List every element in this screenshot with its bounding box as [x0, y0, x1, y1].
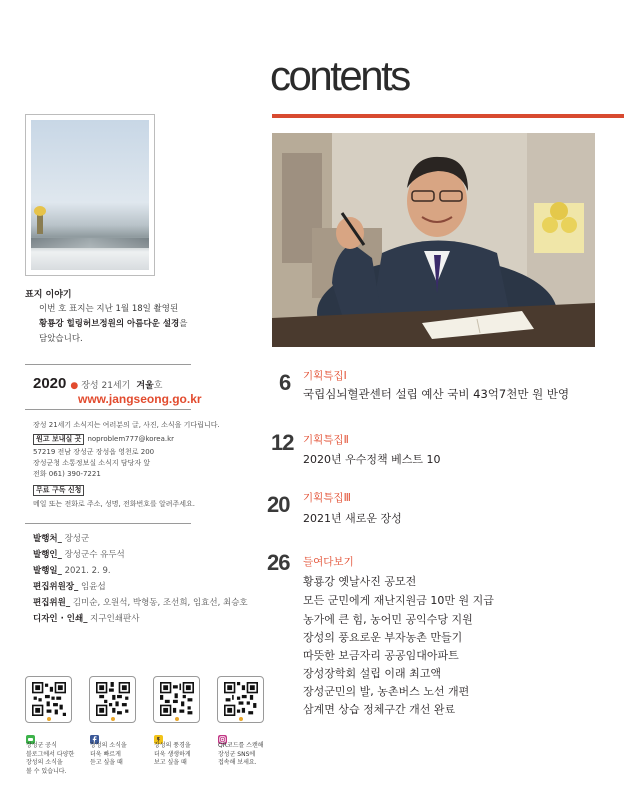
design-row — [33, 613, 139, 625]
cover-story-text — [39, 302, 189, 347]
article-link[interactable]: 삼계면 상습 정체구간 개선 완료 — [303, 703, 456, 716]
cover-desc-tail: 을 — [179, 319, 188, 329]
magazine-year: 2020 — [33, 375, 67, 392]
cover-desc-highlight: 황룡강 힐링허브정원의 아름다운 설경 — [39, 319, 180, 329]
cover-desc-line3: 담았습니다. — [39, 334, 83, 344]
section-category: 들여다보기 — [303, 556, 354, 568]
submission-phone: 전화 061) 390-7221 — [33, 470, 101, 478]
divider — [25, 523, 191, 524]
design-value: 지구인쇄판사 — [90, 614, 140, 624]
sns-caption-instagram — [218, 742, 264, 768]
submission-office: 장성군청 소통정보실 소식지 담당자 앞 — [33, 459, 151, 467]
article-link[interactable]: 모든 군민에게 재난지원금 10만 원 지급 — [303, 594, 494, 607]
sns-caption-facebook — [90, 742, 127, 768]
kakaostory-icon — [154, 729, 163, 738]
magazine-season: 겨울 — [136, 381, 154, 391]
issuer-label: 발행인_ — [33, 550, 62, 560]
submission-intro: 장성 21세기 소식지는 여러분의 글, 사진, 소식을 기다립니다. — [33, 421, 220, 429]
submission-label: 원고 보내실 곳 — [33, 434, 84, 445]
qr-center-dot — [239, 717, 243, 721]
caption-line: 블로그에서 다양한 — [26, 750, 75, 758]
qr-center-dot — [47, 717, 51, 721]
qr-code-pattern — [96, 682, 130, 716]
article-link[interactable]: 따뜻한 보금자리 공공임대아파트 — [303, 649, 459, 662]
cover-desc-line1: 이번 호 표지는 지난 1월 18일 촬영된 — [39, 304, 179, 314]
magazine-name: 장성 21세기 — [81, 381, 131, 391]
divider — [25, 409, 191, 410]
facebook-icon — [90, 729, 99, 738]
caption-line: 듣고 싶을 때 — [90, 759, 123, 766]
sns-caption-blog — [26, 742, 74, 776]
subscription-label-line — [33, 485, 87, 496]
cover-tree-shape — [37, 212, 43, 234]
caption-line: 장성의 소식을 — [26, 759, 63, 766]
official-at-desk-illustration — [272, 133, 595, 347]
feature-photo — [272, 133, 595, 347]
page-number: 12 — [271, 430, 294, 455]
blog-icon — [26, 729, 35, 738]
article-link[interactable]: 장성의 풍요로운 부자농촌 만들기 — [303, 631, 463, 644]
submission-address: 57219 전남 장성군 장성읍 영천로 200 — [33, 448, 155, 456]
caption-line: 장성의 소식을 — [90, 742, 127, 749]
page-title: contents — [270, 52, 409, 99]
bullet-dot: ● — [70, 381, 79, 391]
section-category: 기획특집Ⅰ — [303, 370, 347, 382]
qr-code-pattern — [32, 682, 66, 716]
section-category: 기획특집Ⅲ — [303, 492, 351, 504]
cover-desc-line2 — [39, 317, 189, 332]
magazine-issue — [33, 375, 162, 392]
editors-label: 편집위원_ — [33, 598, 71, 608]
page-number: 20 — [267, 492, 290, 517]
editors-row — [33, 597, 248, 609]
title-underline — [272, 114, 624, 118]
divider — [25, 364, 191, 365]
article-link[interactable]: 장성장학회 설립 이래 최고액 — [303, 667, 442, 680]
sns-caption-kakaostory — [154, 742, 191, 768]
issuer-value: 장성군수 유두석 — [64, 550, 125, 560]
date-label: 발행일_ — [33, 566, 62, 576]
subscription-label: 무료 구독 신청 — [33, 485, 84, 496]
website-link[interactable]: www.jangseong.go.kr — [78, 392, 202, 406]
qr-center-dot — [175, 717, 179, 721]
article-link[interactable]: 황룡강 옛날사진 공모전 — [303, 575, 417, 588]
qr-code-pattern — [160, 682, 194, 716]
cover-story-heading: 표지 이야기 — [25, 290, 72, 300]
caption-line: 장성군 SNS에 — [218, 750, 256, 758]
article-link[interactable]: 장성군민의 발, 농촌버스 노선 개편 — [303, 685, 470, 698]
caption-line: QR코드를 스캔해 — [218, 742, 264, 749]
section-category: 기획특집Ⅱ — [303, 434, 349, 446]
caption-line: 보고 싶을 때 — [154, 759, 187, 766]
caption-line: 장성의 풍경을 — [154, 742, 191, 749]
qr-code-pattern — [224, 682, 258, 716]
publisher-row — [33, 533, 89, 545]
design-label: 디자인 · 인쇄_ — [33, 614, 88, 624]
cover-horizon — [31, 238, 149, 248]
editor-chief-label: 편집위원장_ — [33, 582, 79, 592]
caption-line: 장성군 공식 — [26, 742, 57, 749]
publisher-value: 장성군 — [64, 534, 90, 544]
editor-chief-row — [33, 581, 106, 593]
publisher-label: 발행처_ — [33, 534, 62, 544]
page-number: 6 — [279, 370, 291, 395]
caption-line: 더욱 빠르게 — [90, 750, 121, 758]
magazine-issue-suffix: 호 — [153, 381, 163, 391]
cover-thumbnail — [25, 114, 155, 276]
qr-code-kakaostory[interactable] — [153, 676, 200, 723]
qr-code-instagram[interactable] — [217, 676, 264, 723]
instagram-icon — [218, 729, 227, 738]
qr-code-blog[interactable] — [25, 676, 72, 723]
qr-code-facebook[interactable] — [89, 676, 136, 723]
caption-line: 볼 수 있습니다. — [26, 767, 67, 775]
submission-email[interactable]: noproblem777@korea.kr — [87, 435, 175, 443]
caption-line: 더욱 생생하게 — [154, 750, 191, 758]
qr-center-dot — [111, 717, 115, 721]
date-value: 2021. 2. 9. — [64, 566, 111, 576]
date-row — [33, 565, 111, 577]
article-link[interactable]: 국립심뇌혈관센터 설립 예산 국비 43억7천만 원 반영 — [303, 387, 570, 401]
caption-line: 접속해 보세요. — [218, 759, 257, 766]
article-link[interactable]: 2021년 새로운 장성 — [303, 512, 402, 525]
page-number: 26 — [267, 550, 290, 575]
article-link[interactable]: 농가에 큰 힘, 농어민 공익수당 지원 — [303, 613, 473, 626]
issuer-row — [33, 549, 125, 561]
editor-chief-value: 임윤섭 — [81, 582, 106, 592]
subscription-desc: 메일 또는 전화로 주소, 성명, 전화번호를 알려주세요. — [33, 500, 196, 508]
submission-email-line — [33, 434, 174, 445]
editors-value: 김미순, 오원석, 박형동, 조선희, 임효선, 최승호 — [72, 598, 248, 608]
article-link[interactable]: 2020년 우수정책 베스트 10 — [303, 453, 441, 466]
cover-image — [31, 120, 149, 270]
